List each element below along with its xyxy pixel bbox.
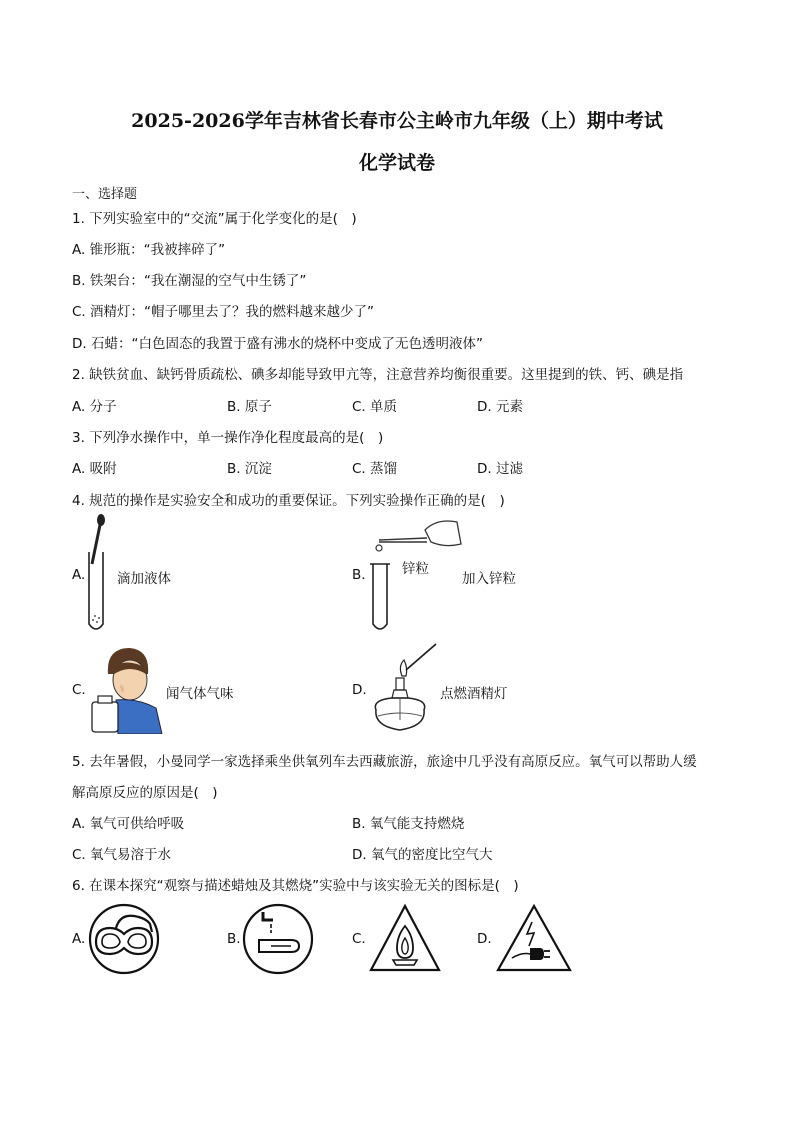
- section-heading: 一、选择题: [72, 187, 138, 202]
- q3-stem: 3. 下列净水操作中，单一操作净化程度最高的是( ): [72, 430, 384, 446]
- q3-option-d: D. 过滤: [477, 461, 523, 477]
- q4-b-text: 加入锌粒: [462, 571, 516, 587]
- q2-option-d: D. 元素: [477, 399, 523, 415]
- q1-option-a: A. 锥形瓶：“我被摔碎了”: [72, 242, 226, 258]
- exam-title: 2025-2026学年吉林省长春市公主岭市九年级（上）期中考试: [131, 110, 663, 132]
- q1-option-b: B. 铁架台：“我在潮湿的空气中生锈了”: [72, 273, 307, 289]
- q5-option-c: C. 氧气易溶于水: [72, 847, 172, 863]
- q2-option-b: B. 原子: [227, 399, 272, 415]
- exam-subtitle: 化学试卷: [358, 152, 435, 174]
- q5-stem-line2: 解高原反应的原因是( ): [72, 785, 218, 801]
- alcohol-lamp-lighting-figure: [364, 640, 440, 736]
- q6-a-letter: A.: [72, 931, 86, 947]
- q6-stem: 6. 在课本探究“观察与描述蜡烛及其燃烧”实验中与该实验无关的图标是( ): [72, 878, 519, 894]
- q2-stem: 2. 缺铁贫血、缺钙骨质疏松、碘多却能导致甲亢等，注意营养均衡很重要。这里提到的铁、钙、碘是指: [72, 367, 684, 383]
- q1-option-c: C. 酒精灯：“帽子哪里去了？我的燃料越来越少了”: [72, 304, 374, 320]
- q4-a-text: 滴加液体: [117, 571, 171, 587]
- q1-stem: 1. 下列实验室中的“交流”属于化学变化的是( ): [72, 211, 357, 227]
- q4-b-small-label: 锌粒: [402, 561, 429, 577]
- q3-option-b: B. 沉淀: [227, 461, 272, 477]
- q5-option-a: A. 氧气可供给呼吸: [72, 816, 185, 832]
- q4-c-letter: C.: [72, 682, 86, 698]
- smelling-gas-figure: [86, 644, 166, 734]
- q4-d-letter: D.: [352, 682, 367, 698]
- q4-c-text: 闻气体气味: [166, 686, 234, 702]
- dropper-test-tube-figure: [82, 512, 112, 636]
- q5-option-b: B. 氧气能支持燃烧: [352, 816, 465, 832]
- q6-d-letter: D.: [477, 931, 492, 947]
- q4-d-text: 点燃酒精灯: [440, 686, 508, 702]
- q1-option-d: D. 石蜡：“白色固态的我置于盛有沸水的烧杯中变成了无色透明液体”: [72, 336, 483, 352]
- flame-warning-icon: [367, 902, 443, 974]
- q3-option-a: A. 吸附: [72, 461, 117, 477]
- goggles-icon: [86, 902, 164, 976]
- q3-option-c: C. 蒸馏: [352, 461, 398, 477]
- q5-option-d: D. 氧气的密度比空气大: [352, 847, 493, 863]
- hand-wash-icon: [241, 902, 317, 976]
- q6-c-letter: C.: [352, 931, 366, 947]
- q6-b-letter: B.: [227, 931, 241, 947]
- q4-a-letter: A.: [72, 567, 86, 583]
- q5-stem-line1: 5. 去年暑假，小曼同学一家选择乘坐供氧列车去西藏旅游，旅途中几乎没有高原反应。氧气可以帮助人缓: [72, 754, 697, 770]
- q2-option-a: A. 分子: [72, 399, 117, 415]
- q4-b-letter: B.: [352, 567, 366, 583]
- electric-plug-warning-icon: [494, 902, 574, 974]
- q4-stem: 4. 规范的操作是实验安全和成功的重要保证。下列实验操作正确的是( ): [72, 493, 505, 509]
- q2-option-c: C. 单质: [352, 399, 398, 415]
